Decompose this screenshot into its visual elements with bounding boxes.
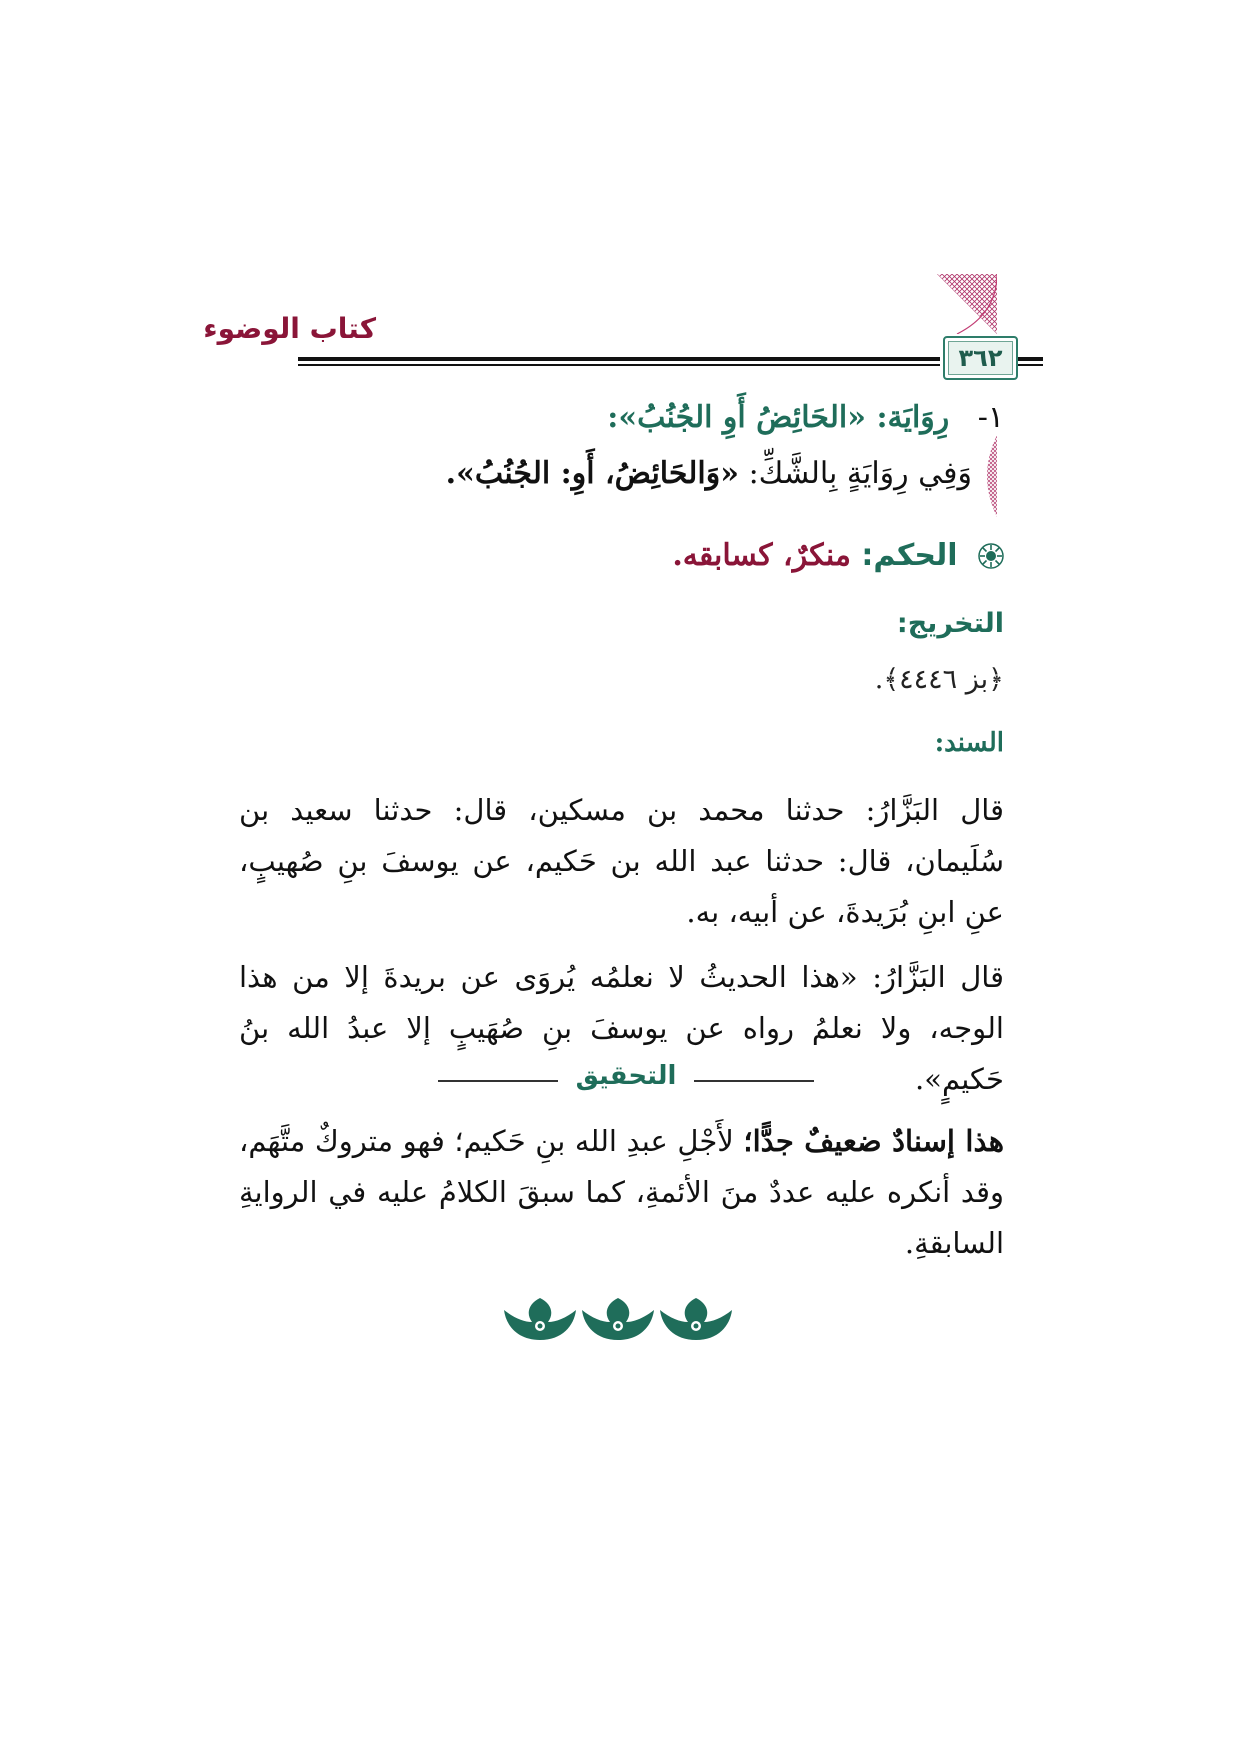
end-ornament-icon [500, 1296, 736, 1346]
ruling-line [239, 538, 1004, 573]
tahqiq-heading: التحقيق [568, 1061, 685, 1091]
riwaya-title: رِوَايَة: [876, 400, 950, 435]
riwaya-quote: «الحَائِضُ أَوِ الجُنُبُ»: [607, 400, 866, 435]
page-number: ٣٦٢ [958, 344, 1003, 372]
header-rule-thin [298, 364, 940, 366]
tahqiq-paragraph [239, 1116, 1004, 1269]
rosette-icon [978, 543, 1004, 569]
sanad-paragraph: قال البَزَّارُ: حدثنا محمد بن مسكين، قال: حدثنا سعيد بن سُلَيمان، قال: حدثنا عبد الله بن حَكيم، عن يوسفَ بنِ صُهيبٍ، عنِ ابنِ بُرَيدةَ، عن أبيه، به. [239, 793, 1004, 929]
tahqiq-body: لأَجْلِ عبدِ الله بنِ حَكيم؛ فهو متروكٌ متَّهَم، وقد أنكره عليه عددٌ منَ الأئمةِ، كما سبقَ الكلامُ عليه في الروايةِ السابقةِ. [239, 1124, 1004, 1260]
tahqiq-bold-lead: هذا إسنادٌ ضعيفٌ جدًّا؛ [743, 1124, 1004, 1158]
ruling-value: منكرٌ، كسابقه. [672, 538, 851, 573]
side-ornament-icon [971, 435, 997, 517]
takhrij-reference: ﴿بز ٤٤٤٦﴾. [874, 664, 1004, 695]
ruling-label: الحكم: [861, 538, 958, 573]
variant-lead: وَفِي رِوَايَةٍ بِالشَّكِّ: [748, 456, 972, 491]
header-rule-short-thin [1018, 364, 1043, 366]
header-rule [298, 357, 940, 361]
riwaya-heading [239, 400, 1004, 435]
takhrij-heading: التخريج: [896, 608, 1004, 639]
sanad-heading: السند: [934, 728, 1004, 758]
page-number-box [943, 336, 1018, 380]
corner-ornament-icon [937, 274, 997, 334]
bazzar-paragraph: قال البَزَّارُ: «هذا الحديثُ لا نعلمُه يُروَى عن بريدةَ إلا من هذا الوجه، ولا نعلمُ رواه عن يوسفَ بنِ صُهَيبٍ إلا عبدُ الله بنُ حَكيمٍ». [239, 960, 1004, 1096]
tahqiq-divider [438, 1061, 814, 1101]
riwaya-number: ١- [977, 400, 1004, 435]
book-title: كتاب الوضوء [203, 312, 376, 345]
variant-line [207, 456, 972, 491]
variant-quote: «وَالحَائِضُ، أَوِ: الجُنُبُ». [445, 456, 740, 491]
header-rule-short [1018, 357, 1043, 361]
